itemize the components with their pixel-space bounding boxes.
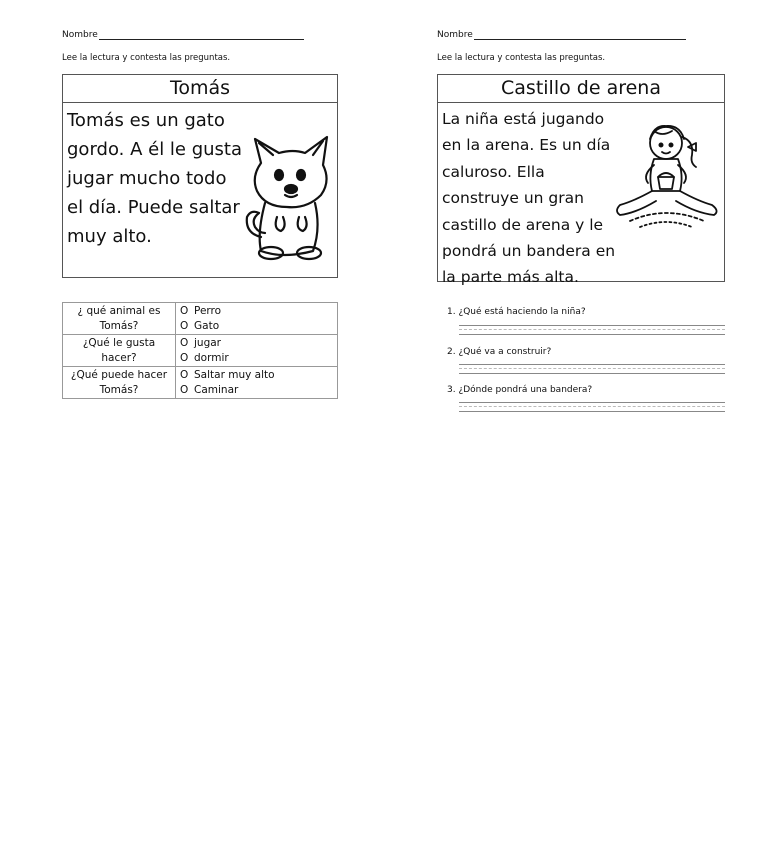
reading-box	[437, 74, 725, 287]
cat-icon	[243, 133, 335, 265]
question-text: ¿ qué animal es	[77, 305, 161, 317]
answer-line[interactable]	[459, 411, 725, 412]
text-line: jugar mucho todo	[67, 168, 227, 189]
name-label: Nombre	[437, 30, 473, 40]
option-caminar[interactable]	[180, 383, 334, 398]
text-line: en la arena. Es un día	[442, 136, 611, 155]
answer-line[interactable]	[459, 364, 725, 365]
option-gato[interactable]	[180, 319, 334, 334]
name-label: Nombre	[62, 30, 98, 40]
option-label: Saltar muy alto	[194, 369, 275, 381]
answer-line[interactable]	[459, 402, 725, 403]
question-3	[447, 385, 725, 395]
reading-text	[442, 106, 615, 291]
name-field	[62, 30, 304, 40]
reading-text	[67, 106, 242, 251]
reading-box	[62, 74, 338, 278]
text-line: caluroso. Ella	[442, 162, 545, 181]
option-label: Gato	[194, 319, 220, 332]
text-line: construye un gran	[442, 189, 584, 208]
text-line: la parte más alta.	[442, 268, 579, 287]
girl-icon	[612, 121, 724, 243]
question-table	[62, 302, 338, 399]
question-text: 3. ¿Dónde pondrá una bandera?	[447, 385, 593, 395]
options-cell	[176, 335, 338, 367]
text-line: castillo de arena y le	[442, 215, 604, 234]
question-text: Tomás?	[99, 319, 139, 332]
question-text: hacer?	[101, 351, 137, 364]
circle-marker[interactable]: O	[180, 305, 189, 317]
question-cell	[63, 303, 176, 335]
circle-marker[interactable]: O	[180, 369, 189, 381]
circle-marker[interactable]: O	[180, 383, 189, 396]
question-1	[447, 307, 725, 317]
instructions: Lee la lectura y contesta las preguntas.	[62, 53, 231, 63]
question-cell	[63, 367, 176, 399]
text-line: Tomás es un gato	[67, 110, 225, 131]
question-2	[447, 347, 725, 357]
answer-line[interactable]	[459, 373, 725, 374]
text-line: gordo. A él le gusta	[67, 139, 243, 160]
option-label: Caminar	[194, 383, 239, 396]
options-cell	[176, 303, 338, 335]
text-line: pondrá un bandera en	[442, 242, 616, 261]
circle-marker[interactable]: O	[180, 319, 189, 332]
question-cell	[63, 335, 176, 367]
option-label: dormir	[194, 351, 229, 364]
options-cell	[176, 367, 338, 399]
name-line[interactable]	[99, 31, 304, 40]
option-label: jugar	[194, 337, 221, 349]
text-line: el día. Puede saltar	[67, 197, 240, 218]
text-line: La niña está jugando	[442, 110, 605, 128]
answer-line[interactable]	[459, 334, 725, 335]
reading-title: Castillo de arena	[438, 75, 724, 103]
question-text: Tomás?	[99, 383, 139, 396]
answer-guide-line	[459, 368, 725, 369]
name-field	[437, 30, 686, 40]
question-text: ¿Qué puede hacer	[70, 369, 168, 381]
answer-line[interactable]	[459, 325, 725, 326]
reading-title: Tomás	[63, 75, 337, 103]
name-line[interactable]	[474, 31, 686, 40]
circle-marker[interactable]: O	[180, 351, 189, 364]
option-dormir[interactable]	[180, 351, 334, 366]
table-row	[63, 367, 338, 399]
question-text: 2. ¿Qué va a construir?	[447, 347, 552, 357]
option-label: Perro	[194, 305, 222, 317]
answer-guide-line	[459, 406, 725, 407]
option-perro[interactable]	[180, 304, 334, 319]
question-text: 1. ¿Qué está haciendo la niña?	[447, 307, 586, 317]
answer-guide-line	[459, 329, 725, 330]
question-text: ¿Qué le gusta	[82, 337, 156, 349]
table-row	[63, 303, 338, 335]
instructions: Lee la lectura y contesta las preguntas.	[437, 53, 606, 63]
option-saltar[interactable]	[180, 368, 334, 383]
table-row	[63, 335, 338, 367]
option-jugar[interactable]	[180, 336, 334, 351]
text-line: muy alto.	[67, 226, 152, 247]
circle-marker[interactable]: O	[180, 337, 189, 349]
